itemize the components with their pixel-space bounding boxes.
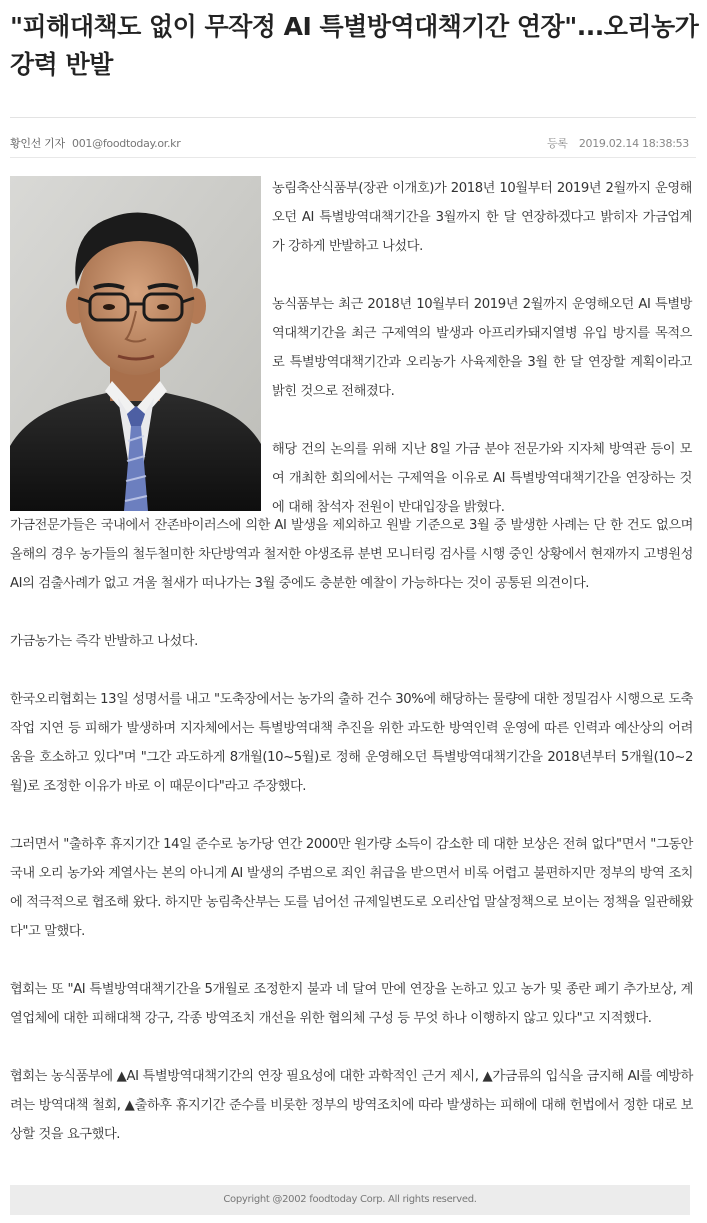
article-body-text bbox=[10, 511, 693, 1178]
paragraph: 한국오리협회는 13일 성명서를 내고 "도축장에서는 농가의 출하 건수 30%에 해당하는 물량에 대한 정밀검사 시행으로 도축작업 지연 등 피해가 발생하며 지자체에서는 특별방역대책 추진을 위한 과도한 방역인력 운영에 따른 인력과 예산상의 어려움을 호소하고 있다"며 "그간 과도하게 8개월(10~5월)로 정해 운영해오던 특별방역대책기간을 2018년부터 5개월(10~2월)로 조정한 이유가 바로 이 때문이다"라고 주장했다. bbox=[10, 692, 693, 794]
paragraph: 가금전문가들은 국내에서 잔존바이러스에 의한 AI 발생을 제외하고 원발 기준으로 3월 중 발생한 사례는 단 한 건도 없으며 올해의 경우 농가들의 철두철미한 차단방역과 철저한 야생조류 분변 모니터링 검사를 시행 중인 상황에서 현재까지 고병원성 AI의 검출사례가 없고 겨울 철새가 떠나가는 3월 중에도 충분한 예찰이 가능하다는 것이 공통된 의견이다. bbox=[10, 518, 693, 591]
paragraph: 농림축산식품부(장관 이개호)가 2018년 10월부터 2019년 2월까지 운영해오던 AI 특별방역대책기간을 3월까지 한 달 연장하겠다고 밝히자 가금업계가 강하게 반발하고 나섰다. bbox=[272, 181, 692, 254]
paragraph: 농식품부는 최근 2018년 10월부터 2019년 2월까지 운영해오던 AI 특별방역대책기간을 최근 구제역의 발생과 아프리카돼지열병 유입 방지를 목적으로 특별방역대책기간과 오리농가 사육제한을 3월 한 달 연장할 계획이라고 밝힌 것으로 전해졌다. bbox=[272, 297, 692, 399]
author-name: 황인선 기자 bbox=[10, 137, 65, 150]
registered-datetime: 2019.02.14 18:38:53 bbox=[578, 137, 689, 150]
meta-divider bbox=[10, 157, 696, 158]
paragraph: 가금농가는 즉각 반발하고 나섰다. bbox=[10, 634, 198, 649]
paragraph: 협회는 농식품부에 ▲AI 특별방역대책기간의 연장 필요성에 대한 과학적인 근거 제시, ▲가금류의 입식을 금지해 AI를 예방하려는 방역대책 철회, ▲출하후 휴지기간 준수를 비롯한 정부의 방역조치에 따라 발생하는 피해에 대해 헌법에서 정한 대로 보상할 것을 요구했다. bbox=[10, 1069, 693, 1142]
article-headline: "피해대책도 없이 무작정 AI 특별방역대책기간 연장"...오리농가 강력 반발 bbox=[10, 12, 699, 79]
byline bbox=[10, 135, 180, 151]
registered-info bbox=[547, 135, 689, 151]
footer-copyright: Copyright @2002 foodtoday Corp. All rights reserved. bbox=[10, 1185, 690, 1215]
paragraph: 그러면서 "출하후 휴지기간 14일 준수로 농가당 연간 2000만 원가량 소득이 감소한 데 대한 보상은 전혀 없다"면서 "그동안 국내 오리 농가와 계열사는 본의 아니게 AI 발생의 주범으로 죄인 취급을 받으면서 비록 어렵고 불편하지만 정부의 방역 조치에 적극적으로 협조해 왔다. 하지만 농림축산부는 도를 넘어선 규제일변도로 오리산업 말살정책으로 보이는 정책을 일관해왔다"고 말했다. bbox=[10, 837, 693, 939]
article-side-text bbox=[272, 174, 692, 551]
registered-label: 등록 bbox=[546, 137, 568, 150]
article-photo bbox=[10, 176, 261, 511]
paragraph: 협회는 또 "AI 특별방역대책기간을 5개월로 조정한지 불과 네 달여 만에 연장을 논하고 있고 농가 및 종란 폐기 추가보상, 계열업체에 대한 피해대책 강구, 각종 방역조치 개선을 위한 협의체 구성 등 무엇 하나 이행하지 않고 있다"고 지적했다. bbox=[10, 982, 693, 1026]
author-email[interactable]: 001@foodtoday.or.kr bbox=[72, 137, 181, 150]
paragraph: 해당 건의 논의를 위해 지난 8일 가금 분야 전문가와 지자체 방역관 등이 모여 개최한 회의에서는 구제역을 이유로 AI 특별방역대책기간을 연장하는 것에 대해 참석자 전원이 반대입장을 밝혔다. bbox=[272, 442, 692, 515]
header-divider bbox=[10, 117, 696, 118]
